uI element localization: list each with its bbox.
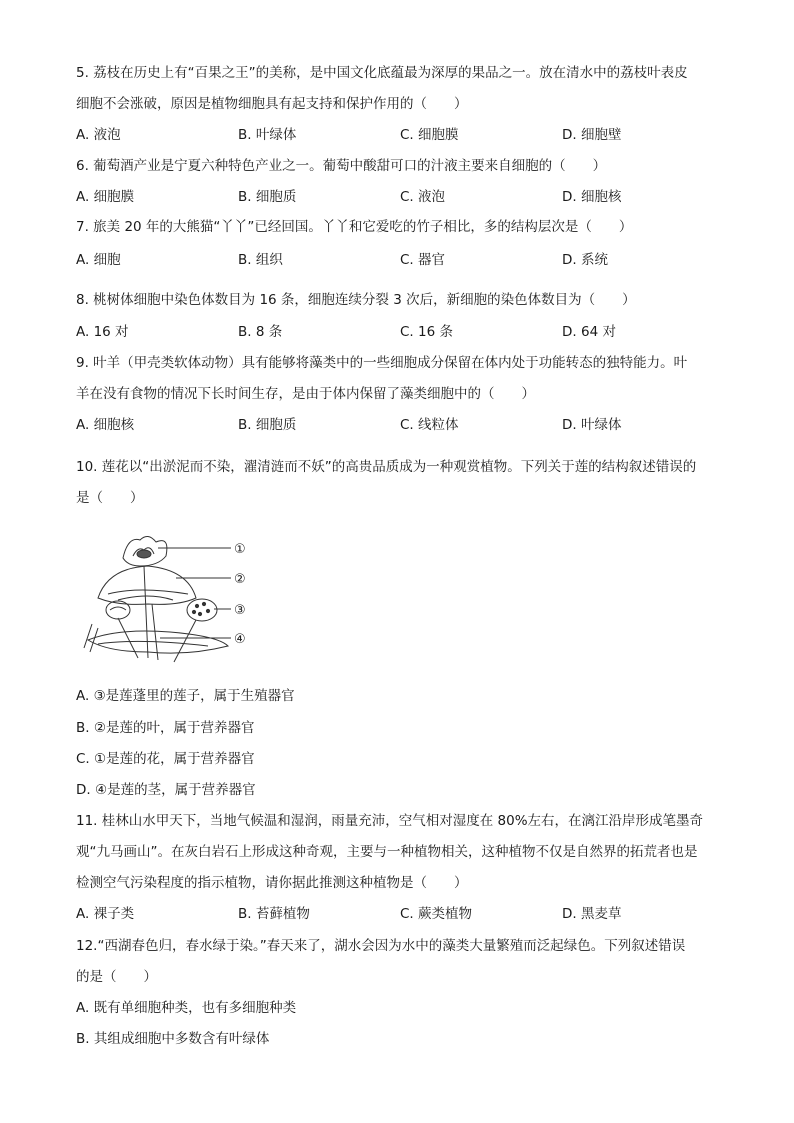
- q8-option-b: B. 8 条: [238, 324, 283, 340]
- figure-label-4: ④: [234, 632, 246, 647]
- q8-option-c: C. 16 条: [400, 324, 453, 340]
- figure-label-1: ①: [234, 542, 246, 557]
- q10-option-c: C. ①是莲的花，属于营养器官: [76, 751, 255, 767]
- q5-option-c: C. 细胞膜: [400, 127, 459, 143]
- q6-option-d: D. 细胞核: [562, 189, 622, 205]
- q7-option-d: D. 系统: [562, 252, 608, 268]
- q10-option-b: B. ②是莲的叶，属于营养器官: [76, 720, 255, 736]
- q6-option-a: A. 细胞膜: [76, 189, 135, 205]
- q7-option-b: B. 组织: [238, 252, 283, 268]
- q7-option-c: C. 器官: [400, 252, 446, 268]
- figure-label-3: ③: [234, 603, 246, 618]
- q6-option-c: C. 液泡: [400, 189, 446, 205]
- q12-stem-line2: 的是（ ）: [76, 969, 157, 985]
- q9-option-a: A. 细胞核: [76, 417, 135, 433]
- q10-option-d: D. ④是莲的茎，属于营养器官: [76, 782, 256, 798]
- q9-option-c: C. 线粒体: [400, 417, 459, 433]
- q9-option-d: D. 叶绿体: [562, 417, 622, 433]
- q9-stem-line2: 羊在没有食物的情况下长时间生存，是由于体内保留了藻类细胞中的（ ）: [76, 386, 535, 402]
- figure-label-2: ②: [234, 572, 246, 587]
- q5-option-a: A. 液泡: [76, 127, 121, 143]
- q5-stem-line1: 5. 荔枝在历史上有“百果之王”的美称，是中国文化底蕴最为深厚的果品之一。放在清水中的荔枝叶表皮: [76, 65, 688, 81]
- q10-stem-line2: 是（ ）: [76, 490, 144, 506]
- q11-option-b: B. 苔藓植物: [238, 906, 310, 922]
- q10-option-a: A. ③是莲蓬里的莲子，属于生殖器官: [76, 688, 295, 704]
- q5-option-d: D. 细胞壁: [562, 127, 622, 143]
- q11-option-d: D. 黑麦草: [562, 906, 622, 922]
- q10-stem-line1: 10. 莲花以“出淤泥而不染，濯清涟而不妖”的高贵品质成为一种观赏植物。下列关于莲的结构叙述错误的: [76, 459, 697, 475]
- q12-stem-line1: 12.“西湖春色归，春水绿于染。”春天来了，湖水会因为水中的藻类大量繁殖而泛起绿色。下列叙述错误: [76, 938, 686, 954]
- q9-option-b: B. 细胞质: [238, 417, 297, 433]
- q7-stem: 7. 旅美 20 年的大熊猫“丫丫”已经回国。丫丫和它爱吃的竹子相比，多的结构层次是（ ）: [76, 219, 633, 235]
- q6-stem: 6. 葡萄酒产业是宁夏六种特色产业之一。葡萄中酸甜可口的汁液主要来自细胞的（ ）: [76, 158, 607, 174]
- q8-option-a: A. 16 对: [76, 324, 129, 340]
- q12-option-b: B. 其组成细胞中多数含有叶绿体: [76, 1031, 270, 1047]
- q11-option-c: C. 蕨类植物: [400, 906, 473, 922]
- q11-stem-line1: 11. 桂林山水甲天下，当地气候温和湿润，雨量充沛，空气相对湿度在 80%左右，在漓江沿岸形成笔墨奇: [76, 813, 704, 829]
- q11-option-a: A. 裸子类: [76, 906, 135, 922]
- lotus-diagram: [78, 528, 268, 670]
- q7-option-a: A. 细胞: [76, 252, 121, 268]
- q8-stem: 8. 桃树体细胞中染色体数目为 16 条，细胞连续分裂 3 次后，新细胞的染色体数目为（ ）: [76, 292, 636, 308]
- q11-stem-line2: 观“九马画山”。在灰白岩石上形成这种奇观，主要与一种植物相关，这种植物不仅是自然界的拓荒者也是: [76, 844, 698, 860]
- q6-option-b: B. 细胞质: [238, 189, 297, 205]
- q11-stem-line3: 检测空气污染程度的指示植物，请你据此推测这种植物是（ ）: [76, 875, 468, 891]
- q8-option-d: D. 64 对: [562, 324, 616, 340]
- q12-option-a: A. 既有单细胞种类，也有多细胞种类: [76, 1000, 297, 1016]
- q5-option-b: B. 叶绿体: [238, 127, 297, 143]
- q9-stem-line1: 9. 叶羊（甲壳类软体动物）具有能够将藻类中的一些细胞成分保留在体内处于功能转态的独特能力。叶: [76, 355, 688, 371]
- q5-stem-line2: 细胞不会涨破，原因是植物细胞具有起支持和保护作用的（ ）: [76, 96, 468, 112]
